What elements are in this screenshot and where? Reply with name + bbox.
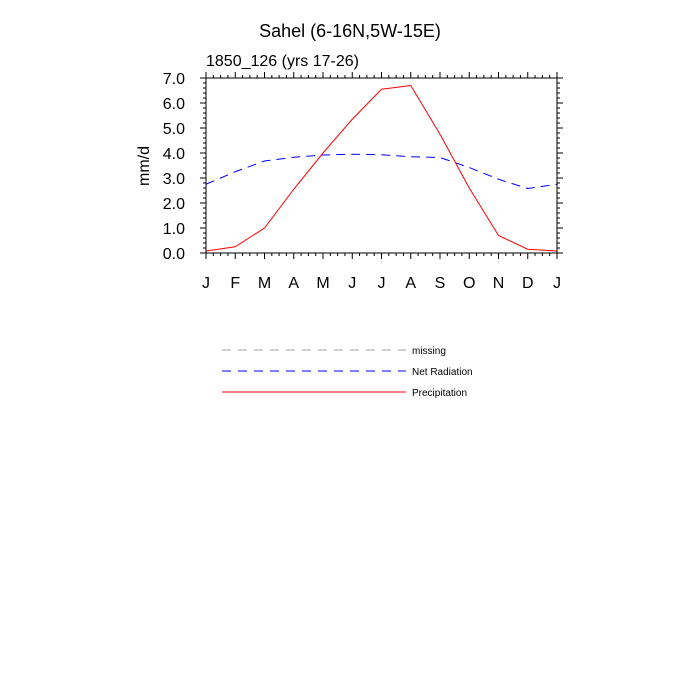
x-tick-label: F (230, 275, 241, 292)
y-tick-label: 2.0 (162, 196, 185, 213)
legend-label: missing (412, 346, 446, 357)
plot-frame (206, 78, 557, 253)
x-tick-label: A (405, 275, 417, 292)
legend-label: Net Radiation (412, 367, 473, 378)
y-axis-label: mm/d (136, 146, 153, 186)
x-tick-label: M (316, 275, 330, 292)
y-tick-label: 1.0 (162, 221, 185, 238)
x-tick-label: M (257, 275, 272, 292)
y-tick-label: 5.0 (162, 121, 185, 138)
series-line (206, 154, 557, 188)
x-tick-label: N (492, 275, 505, 292)
legend (222, 346, 473, 399)
x-tick-label: J (377, 275, 386, 292)
y-tick-label: 3.0 (162, 171, 185, 188)
series-line (206, 86, 557, 252)
x-tick-label: S (434, 275, 446, 292)
y-tick-label: 7.0 (162, 71, 185, 88)
x-tick-label: J (202, 275, 210, 292)
y-tick-label: 6.0 (162, 96, 185, 113)
x-tick-label: D (521, 275, 534, 292)
x-tick-label: A (288, 275, 300, 292)
plot-series (206, 86, 557, 252)
legend-label: Precipitation (412, 388, 468, 399)
x-tick-label: O (463, 275, 476, 292)
chart-title: Sahel (6-16N,5W-15E) (259, 21, 441, 41)
chart-subtitle: 1850_126 (yrs 17-26) (206, 53, 359, 70)
x-tick-label: J (348, 275, 357, 292)
y-tick-label: 4.0 (162, 146, 185, 163)
y-tick-label: 0.0 (162, 246, 185, 263)
axis-ticks (163, 71, 563, 292)
x-tick-label: J (553, 275, 561, 292)
